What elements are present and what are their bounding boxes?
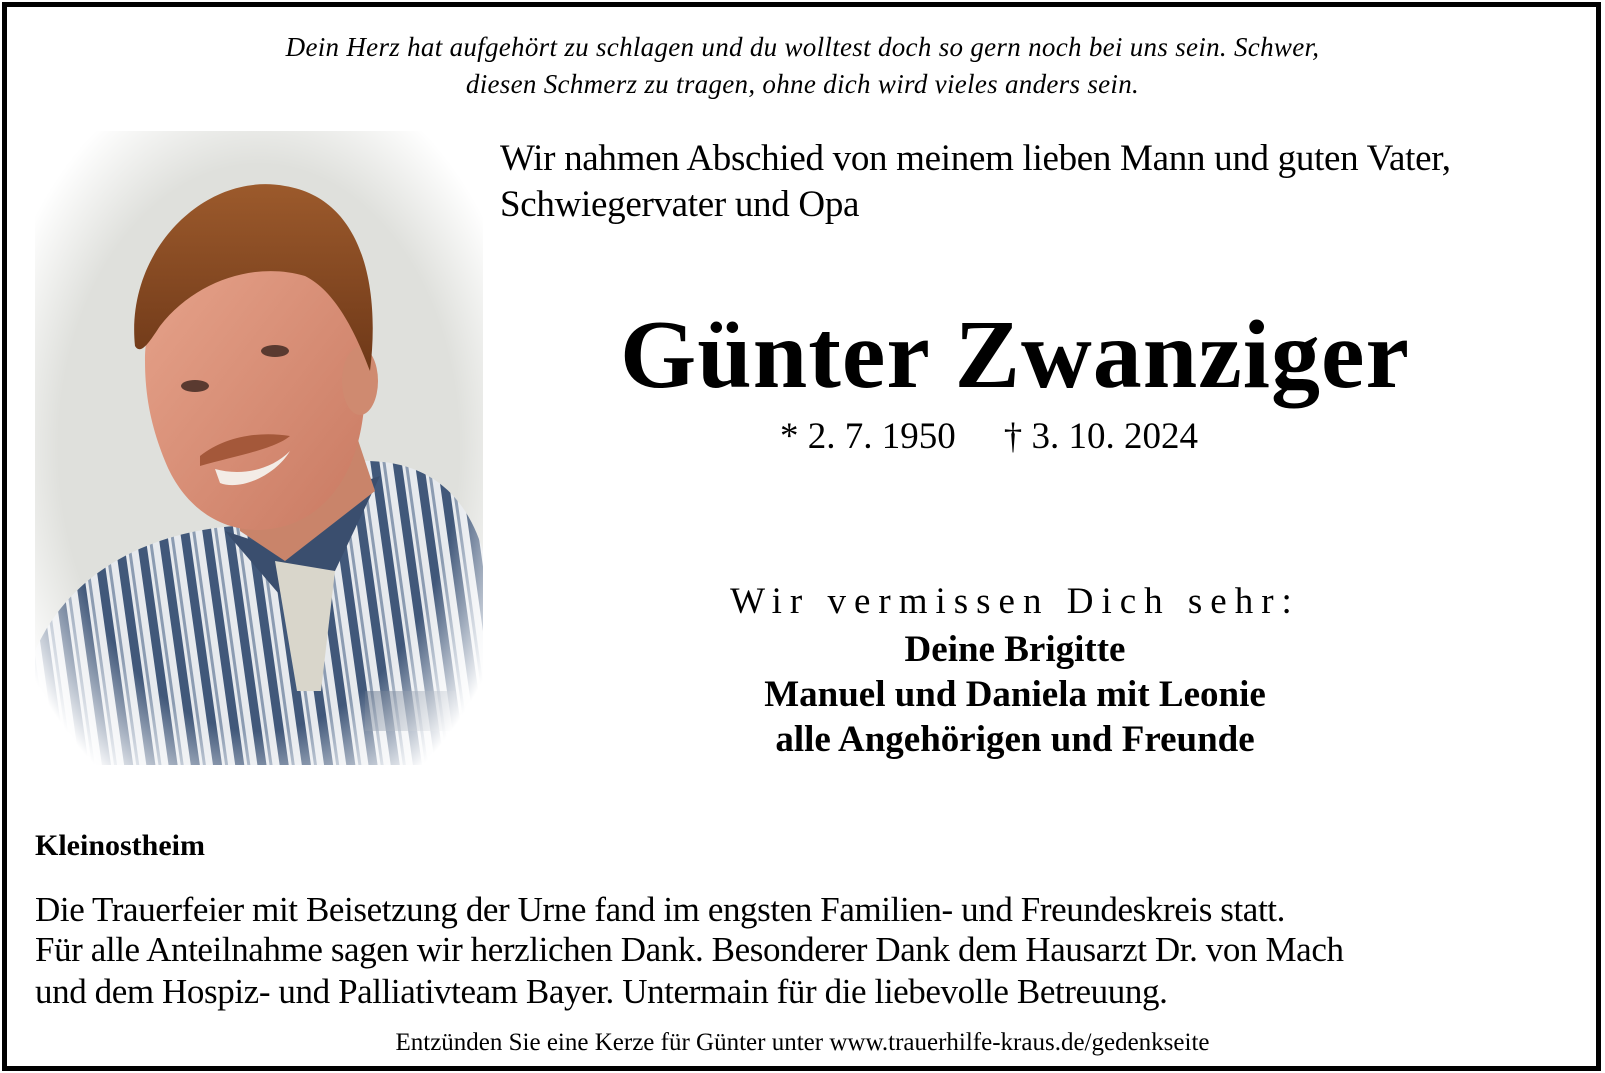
life-dates [780,415,1198,459]
location: Kleinostheim [35,829,205,862]
poem-line-1: Dein Herz hat aufgehört zu schlagen und du wolltest doch so gern noch bei uns sein. Schwer, [285,32,1320,62]
notice-line-1: Die Trauerfeier mit Beisetzung der Urne fand im engsten Familien- und Freundeskreis statt. [35,890,1285,929]
footer-memorial-link: Entzünden Sie eine Kerze für Günter unter www.trauerhilfe-kraus.de/gedenkseite [395,1029,1210,1056]
mourners-heading: Wir vermissen Dich sehr: [730,581,1300,622]
mourner-line-3: alle Angehörigen und Freunde [775,719,1255,760]
notice-line-2: Für alle Anteilnahme sagen wir herzlichen Dank. Besonderer Dank dem Hausarzt Dr. von Mach [35,930,1344,969]
mourner-line-1: Deine Brigitte [904,629,1126,670]
intro-line-2: Schwiegervater und Opa [500,184,860,225]
notice-line-3: und dem Hospiz- und Palliativteam Bayer. Untermain für die liebevolle Betreuung. [35,972,1168,1011]
portrait-photo [35,131,483,765]
mourner-line-2: Manuel und Daniela mit Leonie [764,674,1266,715]
birth-date: * 2. 7. 1950 [780,416,956,457]
intro-line-1: Wir nahmen Abschied von meinem lieben Mann und guten Vater, [500,138,1451,179]
deceased-name: Günter Zwanziger [620,301,1410,409]
death-date: † 3. 10. 2024 [1003,416,1198,457]
poem-line-2: diesen Schmerz zu tragen, ohne dich wird vieles anders sein. [465,69,1140,99]
